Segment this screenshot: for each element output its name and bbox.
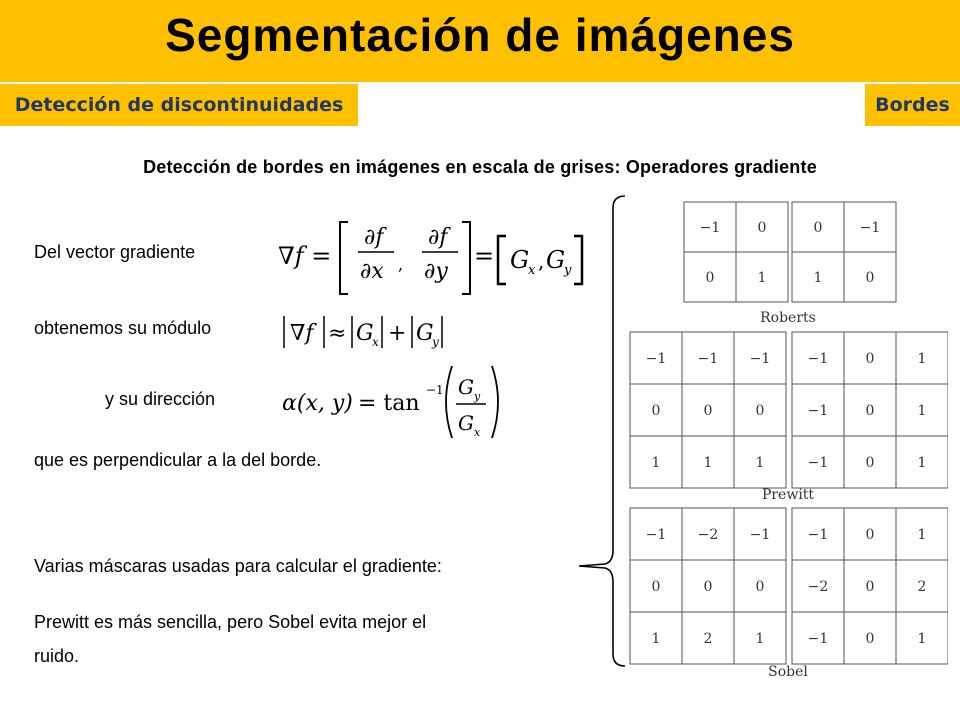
mask-value: 2 [917, 579, 927, 595]
mask-value: 1 [917, 403, 927, 419]
mask-value: −1 [697, 351, 719, 367]
svg-text:y: y [564, 263, 572, 278]
svg-text:G: G [458, 375, 474, 399]
svg-text:∇f =: ∇f = [278, 242, 332, 270]
mask-value: −2 [807, 579, 829, 595]
mask-value: 0 [865, 403, 875, 419]
svg-text:∂x: ∂x [360, 259, 384, 284]
mask-value: 2 [703, 631, 713, 647]
slide-subtitle: Detección de bordes en imágenes en escala de grises: Operadores gradiente [143, 157, 817, 177]
direction-formula [280, 360, 510, 444]
mask-value: 0 [651, 579, 661, 595]
sobel-right-mask [792, 508, 948, 664]
mask-value: 0 [703, 579, 713, 595]
svg-text:∇f: ∇f [290, 321, 314, 346]
masks-bracket [575, 190, 635, 680]
mask-value: 1 [755, 455, 765, 471]
mask-value: −1 [645, 527, 667, 543]
mask-value: 0 [757, 220, 767, 236]
mask-value: −1 [807, 527, 829, 543]
page-title: Segmentación de imágenes [165, 9, 795, 61]
svg-text:G: G [510, 246, 530, 274]
svg-text:,: , [538, 249, 545, 273]
sobel-label: Sobel [768, 664, 808, 680]
mask-value: 0 [865, 631, 875, 647]
mask-value: 0 [755, 579, 765, 595]
svg-text:,: , [398, 255, 404, 274]
prewitt-left-mask [630, 332, 786, 488]
svg-text:x: x [528, 263, 536, 278]
roberts-right-mask [792, 202, 896, 302]
svg-text:x: x [474, 426, 481, 439]
direction-label: y su dirección [105, 389, 216, 409]
mask-value: 1 [917, 527, 927, 543]
mask-value: 0 [705, 270, 715, 286]
svg-text:= tan: = tan [358, 391, 420, 416]
mask-value: −1 [749, 527, 771, 543]
svg-text:y: y [432, 335, 439, 349]
prewitt-label: Prewitt [761, 487, 815, 503]
roberts-left-mask [684, 202, 788, 302]
mask-value: 0 [865, 579, 875, 595]
module-label: obtenemos su módulo [34, 318, 212, 338]
svg-text:∂f: ∂f [364, 225, 384, 250]
svg-text:G: G [416, 321, 434, 346]
mask-value: −1 [645, 351, 667, 367]
mask-value: −1 [859, 220, 881, 236]
svg-text:∂f: ∂f [428, 225, 448, 250]
gradient-masks-figure [628, 198, 948, 686]
svg-text:x: x [372, 335, 379, 349]
svg-text:y: y [474, 390, 481, 403]
mask-value: 1 [651, 455, 661, 471]
prewitt-right-mask [792, 332, 948, 488]
mask-value: −2 [697, 527, 719, 543]
mask-value: 1 [917, 631, 927, 647]
sobel-left-mask [630, 508, 786, 664]
svg-text:−1: −1 [426, 383, 444, 397]
mask-value: 0 [865, 270, 875, 286]
svg-text:G: G [356, 321, 374, 346]
mask-value: 1 [651, 631, 661, 647]
mask-value: 0 [651, 403, 661, 419]
svg-text:+: + [388, 321, 407, 346]
mask-value: −1 [749, 351, 771, 367]
mask-value: 0 [865, 455, 875, 471]
mask-value: 1 [755, 631, 765, 647]
mask-value: −1 [807, 631, 829, 647]
mask-value: 1 [813, 270, 823, 286]
svg-text:≈: ≈ [328, 321, 347, 346]
svg-text:=: = [474, 242, 495, 270]
mask-value: −1 [699, 220, 721, 236]
mask-value: 0 [755, 403, 765, 419]
svg-text:α(x, y): α(x, y) [282, 391, 353, 416]
mask-value: 0 [865, 527, 875, 543]
mask-value: −1 [807, 351, 829, 367]
perpendicular-text: que es perpendicular a la del borde. [34, 450, 322, 470]
section-label-left: Detección de discontinuidades [0, 84, 358, 126]
masks-text: Varias máscaras usadas para calcular el gradiente: [34, 556, 442, 576]
svg-text:∂y: ∂y [424, 259, 448, 284]
mask-value: 0 [703, 403, 713, 419]
section-label-right: Bordes [865, 84, 960, 126]
mask-value: 1 [917, 455, 927, 471]
mask-value: 0 [865, 351, 875, 367]
prewitt-note-line1: Prewitt es más sencilla, pero Sobel evita mejor el [34, 612, 427, 632]
mask-value: 0 [813, 220, 823, 236]
mask-value: 1 [757, 270, 767, 286]
module-formula [278, 308, 468, 356]
roberts-label: Roberts [760, 310, 816, 326]
mask-value: −1 [807, 455, 829, 471]
gradient-formula [276, 214, 596, 300]
gradient-label: Del vector gradiente [34, 242, 196, 262]
svg-text:G: G [458, 411, 474, 435]
masks-svg [628, 198, 948, 686]
prewitt-note-line2: ruido. [34, 646, 80, 666]
mask-value: 1 [703, 455, 713, 471]
svg-text:G: G [546, 246, 566, 274]
mask-value: 1 [917, 351, 927, 367]
mask-value: −1 [807, 403, 829, 419]
